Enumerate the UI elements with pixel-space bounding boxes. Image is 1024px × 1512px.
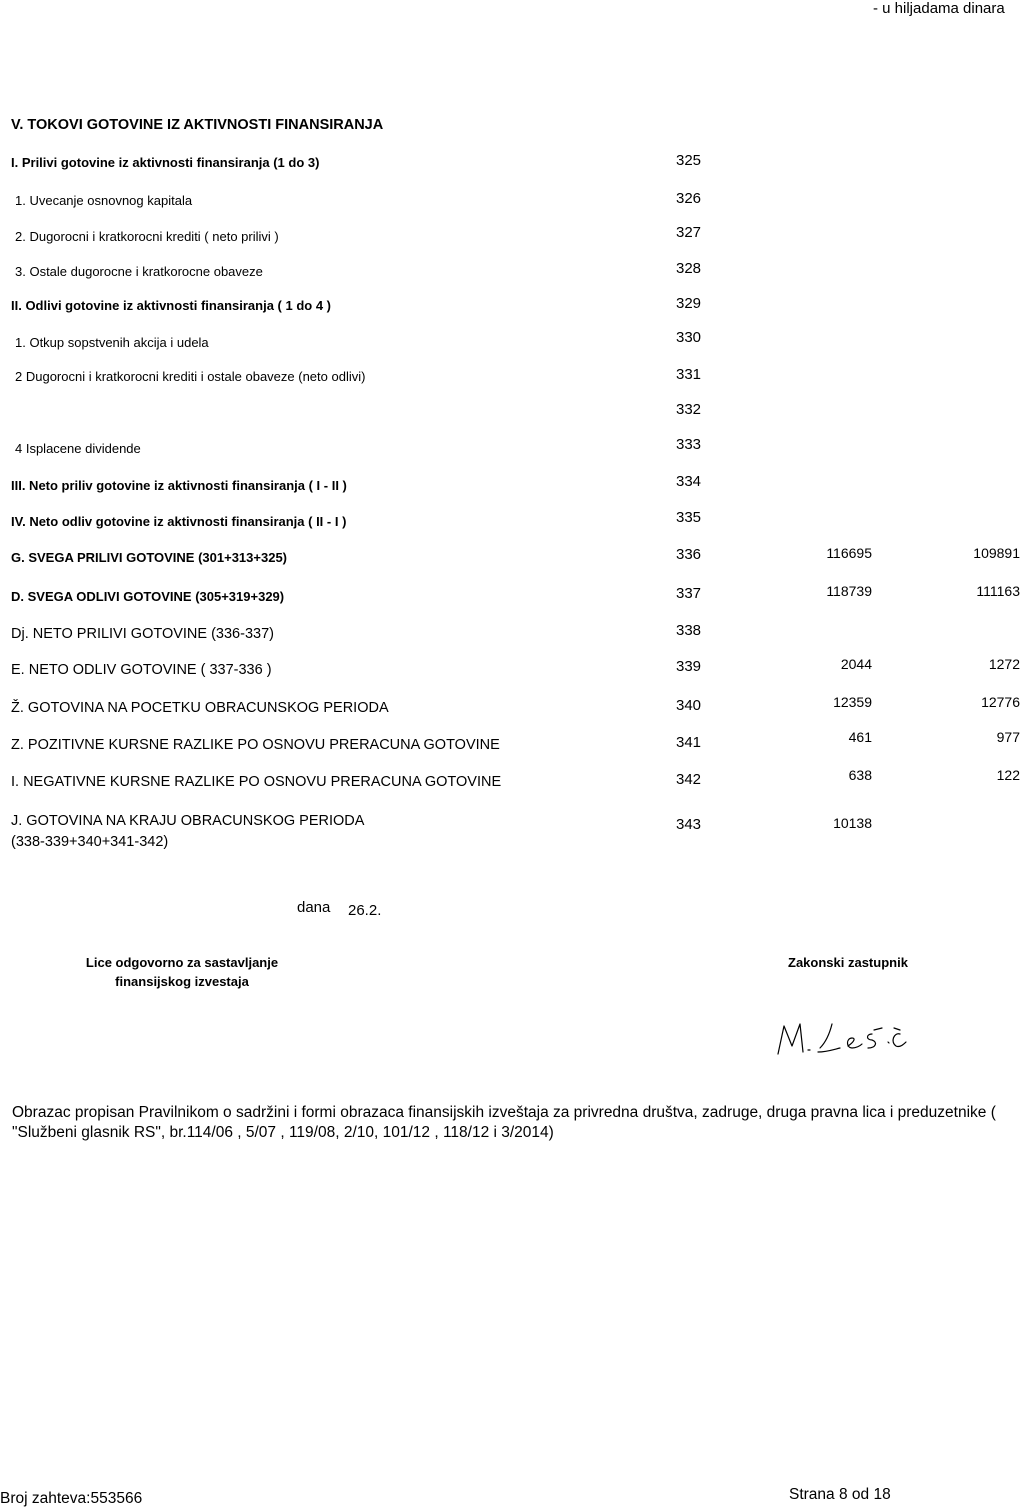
row-label: I. Prilivi gotovine iz aktivnosti finansiranja (1 do 3)	[11, 155, 320, 170]
row-aop: 337	[676, 585, 702, 602]
row-aop: 328	[676, 260, 702, 277]
row-aop: 330	[676, 329, 702, 346]
row-value-previous: 977	[996, 729, 1020, 745]
row-value-current: 2044	[840, 656, 872, 672]
row-aop: 336	[676, 546, 702, 563]
date-label: dana	[297, 899, 331, 916]
row-label: Dj. NETO PRILIVI GOTOVINE (336-337)	[11, 626, 274, 642]
responsible-person-label	[62, 953, 302, 991]
row-aop: 332	[676, 401, 702, 418]
row-aop: 327	[676, 224, 702, 241]
handwritten-signature	[770, 1012, 1024, 1062]
row-value-current: 461	[848, 729, 872, 745]
row-value-current: 12359	[833, 694, 872, 710]
row-aop: 333	[676, 436, 702, 453]
responsible-person-line2: finansijskog izvestaja	[115, 974, 249, 989]
row-aop: 331	[676, 366, 702, 383]
row-aop: 339	[676, 658, 702, 675]
row-label: 4 Isplacene dividende	[15, 441, 141, 456]
row-label: 2 Dugorocni i kratkorocni krediti i ostale obaveze (neto odlivi)	[15, 369, 366, 384]
row-aop: 329	[676, 295, 702, 312]
row-label: E. NETO ODLIV GOTOVINE ( 337-336 )	[11, 662, 272, 678]
row-value-previous: 12776	[981, 694, 1020, 710]
row-value-current: 638	[848, 767, 872, 783]
row-label: Ž. GOTOVINA NA POCETKU OBRACUNSKOG PERIODA	[11, 700, 389, 716]
row-label: Z. POZITIVNE KURSNE RAZLIKE PO OSNOVU PRERACUNA GOTOVINE	[11, 737, 500, 753]
row-label: G. SVEGA PRILIVI GOTOVINE (301+313+325)	[11, 550, 288, 565]
row-value-current: 10138	[833, 815, 872, 831]
row-label: J. GOTOVINA NA KRAJU OBRACUNSKOG PERIODA	[11, 813, 365, 829]
row-aop: 342	[676, 771, 702, 788]
row-label: 3. Ostale dugorocne i kratkorocne obaveze	[15, 264, 263, 279]
row-value-previous: 111163	[976, 583, 1020, 599]
request-number: Broj zahteva:553566	[0, 1490, 143, 1507]
row-value-current: 118739	[826, 583, 872, 599]
row-aop: 338	[676, 622, 702, 639]
date-value: 26.2.	[348, 902, 382, 919]
row-label: D. SVEGA ODLIVI GOTOVINE (305+319+329)	[11, 589, 285, 604]
row-aop: 335	[676, 509, 702, 526]
row-label: 2. Dugorocni i kratkorocni krediti ( neto prilivi )	[15, 229, 279, 244]
row-aop: 340	[676, 697, 702, 714]
row-label: 1. Uvecanje osnovnog kapitala	[15, 193, 193, 208]
row-label: IV. Neto odliv gotovine iz aktivnosti finansiranja ( II - I )	[11, 514, 347, 529]
row-value-previous: 1272	[988, 656, 1020, 672]
row-aop: 326	[676, 190, 702, 207]
legal-representative-label: Zakonski zastupnik	[788, 955, 908, 970]
row-label-formula: (338-339+340+341-342)	[11, 834, 169, 850]
unit-note: - u hiljadama dinara	[873, 0, 1005, 17]
row-value-previous: 122	[996, 767, 1020, 783]
section-title: V. TOKOVI GOTOVINE IZ AKTIVNOSTI FINANSIRANJA	[11, 117, 384, 133]
row-aop: 341	[676, 734, 702, 751]
responsible-person-line1: Lice odgovorno za sastavljanje	[85, 955, 279, 970]
page-number: Strana 8 od 18	[789, 1486, 891, 1503]
signature-drawing	[770, 1012, 1024, 1062]
row-value-current: 116695	[826, 545, 872, 561]
row-label: 1. Otkup sopstvenih akcija i udela	[15, 335, 209, 350]
row-aop: 325	[676, 152, 702, 169]
row-value-previous: 109891	[973, 545, 1020, 561]
row-aop: 334	[676, 473, 702, 490]
row-label: III. Neto priliv gotovine iz aktivnosti finansiranja ( I - II )	[11, 478, 347, 493]
row-aop: 343	[676, 816, 702, 833]
row-label: II. Odlivi gotovine iz aktivnosti finansiranja ( 1 do 4 )	[11, 298, 331, 313]
legal-footnote: Obrazac propisan Pravilnikom o sadržini i formi obrazaca finansijskih izveštaja za privredna društva, zadruge, druga pravna lica i preduzetnike ( "Službeni glasnik RS", br.114/06 , 5/07 , 119/08, 2/10, 101/12 , 118/12 i 3/2014)	[12, 1104, 996, 1141]
row-label: I. NEGATIVNE KURSNE RAZLIKE PO OSNOVU PRERACUNA GOTOVINE	[11, 774, 502, 790]
